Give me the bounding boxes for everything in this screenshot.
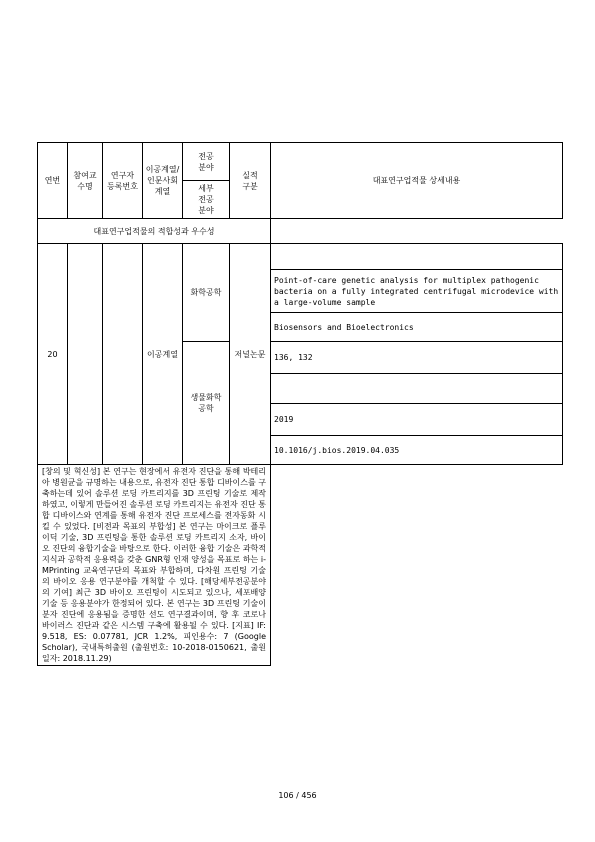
header-detail-major: 세부 전공 분야 bbox=[183, 181, 230, 219]
header-no: 연번 bbox=[38, 143, 68, 219]
record-major: 화학공학 bbox=[183, 244, 230, 342]
page-number: 106 / 456 bbox=[278, 791, 317, 800]
research-table bbox=[37, 142, 563, 666]
record-field: 이공계열 bbox=[143, 244, 183, 465]
header-field: 이공계열/ 인문사회 계열 bbox=[143, 143, 183, 219]
detail-empty-2 bbox=[271, 374, 563, 404]
detail-empty-1 bbox=[271, 244, 563, 270]
header-researcher-id: 연구자 등록번호 bbox=[103, 143, 143, 219]
header-result-type: 실적 구분 bbox=[230, 143, 271, 219]
header-suitability: 대표연구업적물의 적합성과 우수성 bbox=[38, 219, 271, 244]
header-detail: 대표연구업적물 상세내용 bbox=[271, 143, 563, 219]
record-participant bbox=[68, 244, 103, 465]
header-participant: 참여교 수명 bbox=[68, 143, 103, 219]
record-description: [창의 및 혁신성] 본 연구는 현장에서 유전자 진단을 통해 박테리아 병원균을 규명하는 내용으로, 유전자 진단 통합 디바이스를 구축하는데 있어 솔루션 로딩 카트리지를 3D 프린팅 기술로 제작하였고, 이렇게 만들어진 솔루션 로딩 카트리지는 유전자 진단 통합 디바이스와 연계를 통해 유전자 진단 프로세스를 전자동화 시킬 수 있었다. [비전과 목표의 부합성] 본 연구는 마이크로 플루이딕 기술, 3D 프린팅을 통한 솔루션 로딩 카트리지 소자, 바이오 진단의 융합기술을 바탕으로 한다. 이러한 융합 기술은 과학적 지식과 공학적 응용력을 갖춘 GNR형 인재 양성을 목표로 하는 i-MPrinting 교육연구단의 목표와 부합하며, 다차원 프린팅 기술의 바이오 응용 연구분야를 개척할 수 있다. [해당세부전공분야의 기여] 최근 3D 바이오 프린팅이 시도되고 있으나, 세포배양 기술 등 응용분야가 한정되어 있다. 본 연구는 3D 프린팅 기술이 분자 진단에 응용됨을 증명한 선도 연구결과이며, 향 후 코로나 바이러스 진단과 같은 시스템 구축에 활용될 수 있다. [지표] IF: 9.518, ES: 0.07781, JCR 1.2%, 피인용수: 7 (Google Scholar), 국내특허출원 (출원번호: 10-2018-0150621, 출원일자: 2018.11.29) bbox=[38, 465, 271, 666]
header-major: 전공 분야 bbox=[183, 143, 230, 181]
record-researcher-id bbox=[103, 244, 143, 465]
record-result-type: 저널논문 bbox=[230, 244, 271, 465]
detail-year: 2019 bbox=[271, 404, 563, 436]
record-detail-major: 생물화학 공학 bbox=[183, 342, 230, 465]
detail-volume: 136, 132 bbox=[271, 342, 563, 374]
detail-journal: Biosensors and Bioelectronics bbox=[271, 313, 563, 342]
detail-title: Point-of-care genetic analysis for multiplex pathogenic bacteria on a fully integrated centrifugal microdevice with a large-volume sample bbox=[271, 270, 563, 313]
record-no: 20 bbox=[38, 244, 68, 465]
detail-doi: 10.1016/j.bios.2019.04.035 bbox=[271, 436, 563, 465]
